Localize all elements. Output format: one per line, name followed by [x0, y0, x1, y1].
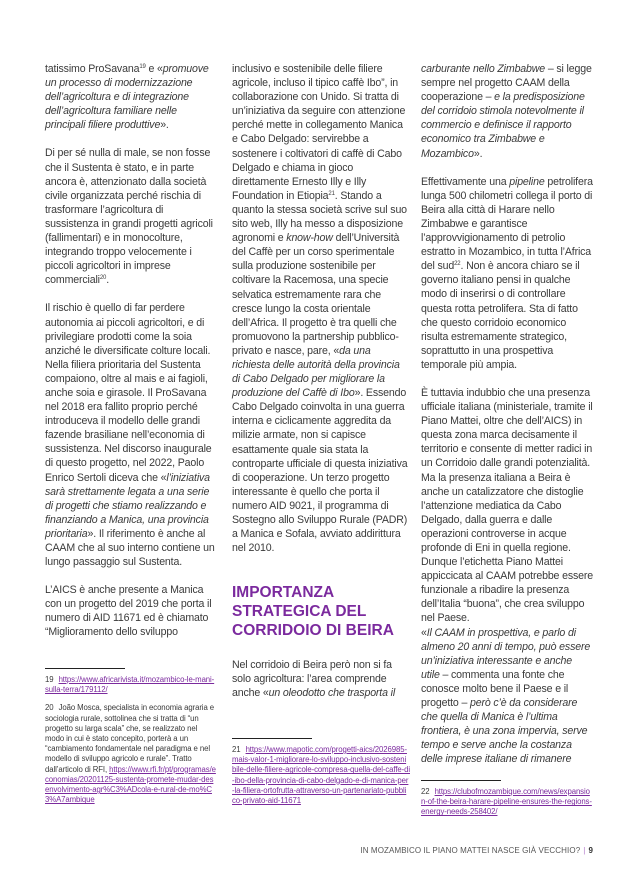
- footnote-ref-21[interactable]: 21: [328, 190, 335, 197]
- footnote-link[interactable]: https://www.africarivista.it/mozambico-le-mani-sulla-terra/179112/: [45, 675, 215, 695]
- paragraph: carburante nello Zimbabwe – si legge sempre nel progetto CAAM della cooperazione – e la predisposizione del corridoio stimola notevolmente il commercio e definisce il rapporto economico tra Zimbabwe e Mozambico».: [421, 63, 592, 160]
- paragraph: È tuttavia indubbio che una presenza ufficiale italiana (ministeriale, tramite il Piano Mattei, oltre che dell’AICS) in questa zona marca decisamente il territorio e consente di metter radici in un Corridoio dalle grandi potenzialità. Ma la presenza italiana a Beira è anche un catalizzatore che distoglie l’attenzione mediatica da Cabo Delgado, dalla guerra e dalle operazioni controverse in acque profonde di Eni in quella regione. Dunque l’etichetta Piano Mattei appiccicata al CAAM potrebbe essere funzionale a ribadire la presenza dell’Italia “buona”, che crea sviluppo nel Paese.: [421, 386, 593, 625]
- paragraph: Il rischio è quello di far perdere autonomia ai piccoli agricoltori, e di privilegiare prodotti come la soia anziché le diversificate colture locali. Nella filiera prioritaria del Sustenta compaiono, oltre al mais e ai fagioli, anche soia e girasole. Il ProSavana nel 2018 era fallito proprio perché introduceva il modello delle grandi fazende brasiliane nell’economia di sussistenza. Nel discorso inaugurale di questo progetto, nel 2022, Paolo Enrico Sertoli diceva che «l’iniziativa sarà strettamente legata a una serie di progetti che stiamo realizzando e finanziando a Manica, una provincia prioritaria». Il riferimento è anche al CAAM che al suo interno contiene un lungo passaggio sul Sustenta.: [45, 302, 215, 569]
- footnote-divider: [45, 668, 125, 669]
- section-heading: IMPORTANZA STRATEGICA DEL CORRIDOIO DI BEIRA: [232, 584, 394, 640]
- footnotes-column-1: [45, 668, 217, 813]
- footnotes-column-3: [421, 780, 593, 826]
- quote: Il CAAM in prospettiva, e parlo di almeno 20 anni di tempo, può essere un’iniziativa interessante e anche utile: [421, 626, 591, 681]
- footnote-ref-20[interactable]: 20: [99, 275, 107, 282]
- quote: promuove un processo di modernizzazione dell’agricoltura e di integrazione dell’agricoltura familiare nelle principali filiere produttive: [45, 63, 209, 132]
- footnote-divider: [232, 738, 312, 739]
- footnote-ref-22[interactable]: 22: [454, 261, 461, 268]
- footnotes-column-2: [232, 738, 410, 814]
- footnote-link[interactable]: https://clubofmozambique.com/news/expansion-of-the-beira-harare-pipeline-ensures-the-regions-energy-needs-258402/: [421, 787, 592, 817]
- footnote-divider: [421, 780, 501, 781]
- page-number: 9: [588, 846, 593, 855]
- paragraph: tatissimo ProSavana$^{19}$ e «promuove un processo di modernizzazione dell’agricoltura e di integrazione dell’agricoltura familiare nelle principali filiere produttive».: [45, 63, 209, 132]
- paragraph: Nel corridoio di Beira però non si fa solo agricoltura: l’area comprende anche «un oleodotto che trasporta il: [232, 659, 396, 700]
- footnote-20: 20 João Mosca, specialista in economia agraria e sociologia rurale, sottolinea che si tratta di “un progetto su larga scala” che, se realizzato nel modo in cui è stato concepito, porterà a un “cambiamento fondamentale nel paradigma e nel modello di sviluppo agricolo e rurale”. Tratto dall’articolo di RFI, https://www.rfi.fr/pt/programas/economias/20201125-sustenta-promete-mudar-desenvolvimento-agr%C3%ADcola-e-rural-de-mo%C3%A7ambique: [45, 703, 216, 805]
- quote: l’iniziativa sarà strettamente legata a una serie di progetti che stiamo realizzando e finanziando a Manica, una provincia prioritaria: [45, 471, 210, 540]
- footnote-19: 19 https://www.africarivista.it/mozambico-le-mani-sulla-terra/179112/: [45, 675, 215, 695]
- quote: un oleodotto che trasporta il: [268, 687, 396, 700]
- text-column-2: [232, 62, 410, 701]
- footer-separator: |: [583, 846, 586, 855]
- quote: da una richiesta delle autorità della provincia di Cabo Delgado per migliorare la produzione del Caffè di Ibo: [232, 344, 400, 400]
- footnote-21: 21 https://www.mapotic.com/progetti-aics/2026985-mais-valor-1-migliorare-lo-sviluppo-inclusivo-sostenibile-delle-filiere-agricole-compresa-quella-del-caffe-di-ibo-della-provincia-di-cabo-delgado-e-di-manica-per-la-filiera-ortofrutta-attraverso-un-partenariato-pubblico-privato-aid-11671: [232, 745, 410, 806]
- paragraph: inclusivo e sostenibile delle filiere agricole, incluso il tipico caffè Ibo”, in collaborazione con Unido. Si tratta di un’iniziativa da seguire con attenzione perché mette in collegamento Manica e Cabo Delgado: servirebbe a sostenere i coltivatori di caffè di Cabo Delgado e chiama in gioco direttamente Ernesto Illy e Illy Foundation in Etiopia$^{21}$. Stando a quanto la stessa società scrive sul suo sito web, Illy ha messo a disposizione agronomi e know-how dell’Università del Caffè per un corso sperimentale sulla produzione sostenibile per coltivare la Racemosa, una specie selvatica estremamente rara che cresce lungo la costa orientale dell’Africa. Il progetto è tra quelli che promuovono la partnership pubblico-privato e nasce, pare, «da una richiesta delle autorità della provincia di Cabo Delgado per migliorare la produzione del Caffè di Ibo». Essendo Cabo Delgado coinvolta in una guerra interna e ciclicamente aggredita da milizie armate, non si capisce esattamente quale sia stata la controparte ufficiale di questa iniziativa di cooperazione. Un terzo progetto interessante è quello che porta il numero AID 9021, il programma di Sostegno allo Sviluppo Rurale (PADR) a Manica e Sofala, avviato addirittura nel 2010.: [232, 63, 408, 555]
- footnote-link[interactable]: https://www.rfi.fr/pt/programas/economias/20201125-sustenta-promete-mudar-desenvolvimento-agr%C3%ADcola-e-rural-de-mo%C3%A7ambique: [45, 764, 216, 805]
- footnote-ref-19[interactable]: 19: [139, 64, 146, 70]
- text-column-1: [45, 62, 217, 640]
- page-footer: [360, 846, 593, 855]
- footnote-link[interactable]: https://www.mapotic.com/progetti-aics/2026985-mais-valor-1-migliorare-lo-sviluppo-inclusivo-sostenibile-delle-filiere-agricole-compresa-quella-del-caffe-di-ibo-della-provincia-di-cabo-delgado-e-di-manica-per-la-filiera-ortofrutta-attraverso-un-partenariato-pubblico-privato-aid-11671: [232, 745, 410, 806]
- quote: però c’è da considerare che quella di Manica è l’ultima frontiera, è una zona impervia, serve tempo e serve anche la costanza delle imprese italiane di rimanere: [421, 697, 588, 766]
- paragraph: «Il CAAM in prospettiva, e parlo di almeno 20 anni di tempo, può essere un’iniziativa interessante e anche utile – commenta una fonte che conosce molto bene il Paese e il progetto – però c’è da considerare che quella di Manica è l’ultima frontiera, è una zona impervia, serve tempo e serve anche la costanza delle imprese italiane di rimanere: [421, 626, 591, 766]
- paragraph: L’AICS è anche presente a Manica con un progetto del 2019 che porta il numero di AID 11671 ed è chiamato “Miglioramento dello sviluppo: [45, 584, 212, 639]
- paragraph: Di per sé nulla di male, se non fosse che il Sustenta è stato, e in parte ancora è, attenzionato dalla società civile organizzata perché rischia di trasformare l’agricoltura di sussistenza in grandi progetti agricoli (fallimentari) e in monocolture, integrando troppo velocemente i piccoli agricoltori in imprese commerciali$^{20}$.: [45, 147, 213, 287]
- running-title: IN MOZAMBICO IL PIANO MATTEI NASCE GIÀ VECCHIO?: [360, 846, 581, 855]
- footnote-22: 22 https://clubofmozambique.com/news/expansion-of-the-beira-harare-pipeline-ensures-the-regions-energy-needs-258402/: [421, 787, 592, 817]
- text-column-3: [421, 62, 593, 767]
- quote: e la predisposizione del corridoio stimola notevolmente il commercio e definisce il rapporto economico tra Zimbabwe e Mozambico: [421, 91, 585, 160]
- paragraph: Effettivamente una pipeline petrolifera lunga 500 chilometri collega il porto di Beira alla città di Harare nello Zimbabwe e garantisce l’approvvigionamento di petrolio estratto in Mozambico, in tutta l’Africa del sud$^{22}$. Non è ancora chiaro se il governo italiano pensi in qualche modo di inserirsi o di controllare questa rotta petrolifera. Sta di fatto che questo corridoio economico risulta estremamente strategico, soprattutto in una prospettiva temporale più ampia.: [421, 175, 593, 371]
